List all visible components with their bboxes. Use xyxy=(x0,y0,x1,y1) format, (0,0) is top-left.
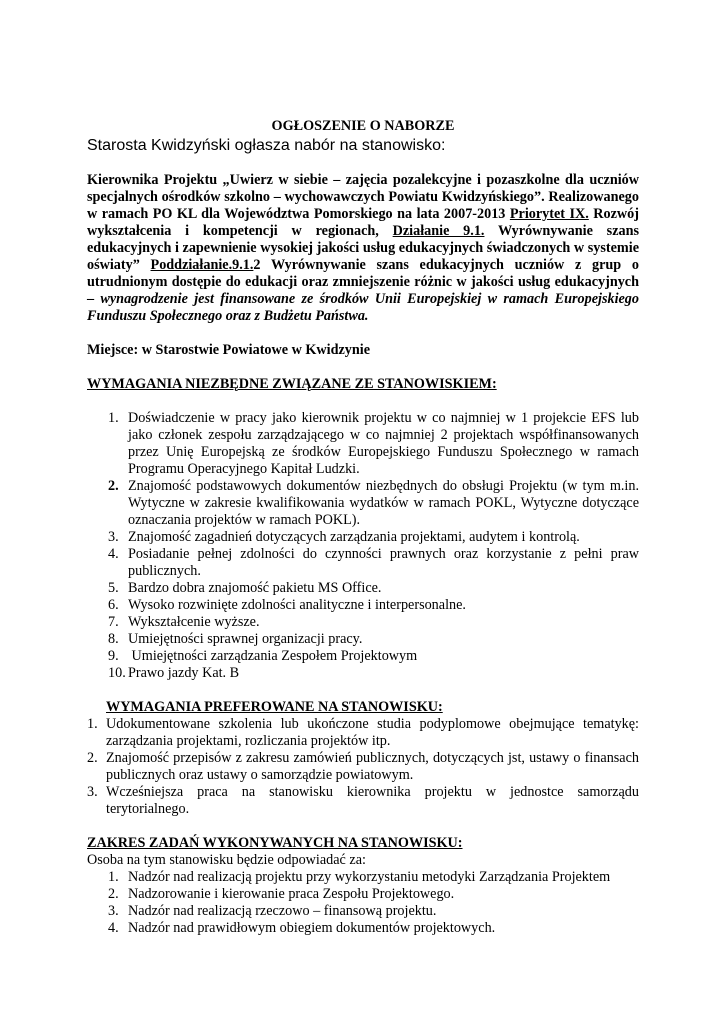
list-number: 2. xyxy=(108,886,119,902)
list-text: Udokumentowane szkolenia lub ukończone studia podyplomowe obejmujące tematykę: zarządzania projektami, rozliczania projektów itp. xyxy=(106,716,639,749)
intro-priority: Priorytet IX. xyxy=(509,206,589,222)
list-text: Doświadczenie w pracy jako kierownik projektu w co najmniej w 1 projekcie EFS lub jako członek zespołu zarządzającego w co najmniej 2 projektach współfinansowanych przez Unię Europejską ze środków Europejskiego Funduszu Społecznego w ramach Programu Operacyjnego Kapitał Ludzki. xyxy=(128,410,639,477)
list-number: 6. xyxy=(108,597,119,613)
list-item xyxy=(87,631,639,648)
intro-part2: Rozwój wykształcenia i kompetencji w regionach, xyxy=(87,206,639,239)
list-item xyxy=(87,903,639,920)
list-text: Nadzorowanie i kierowanie praca Zespołu Projektowego. xyxy=(128,886,455,902)
required-list xyxy=(87,410,639,682)
list-item xyxy=(87,716,639,750)
list-text: Nadzór nad prawidłowym obiegiem dokumentów projektowych. xyxy=(128,920,496,936)
list-text: Prawo jazdy Kat. B xyxy=(128,665,240,681)
list-number: 4. xyxy=(108,920,119,936)
intro-part1: Kierownika Projektu „Uwierz w siebie – zajęcia pozalekcyjne i pozaszkolne dla uczniów specjalnych ośrodków szkolno – wychowawczych Powiatu Kwidzyńskiego”. Realizowanego w ramach PO KL dla Województwa Pomorskiego na lata 2007-2013 xyxy=(87,172,639,222)
tasks-list xyxy=(87,869,639,937)
list-number: 5. xyxy=(108,580,119,596)
list-number: 8. xyxy=(108,631,119,647)
document-title: OGŁOSZENIE O NABORZE xyxy=(271,118,455,134)
list-item xyxy=(87,597,639,614)
list-number: 9. xyxy=(108,648,119,664)
intro-funding: wynagrodzenie jest finansowane ze środków Unii Europejskiej w ramach Europejskiego Funduszu Społecznego oraz z Budżetu Państwa. xyxy=(87,291,639,324)
list-text: Znajomość przepisów z zakresu zamówień publicznych, dotyczących jst, ustawy o finansach publicznych oraz ustawy o samorządzie powiatowym. xyxy=(106,750,639,783)
list-text: Wysoko rozwinięte zdolności analityczne i interpersonalne. xyxy=(128,597,466,613)
list-number: 1. xyxy=(108,869,119,885)
list-text: Nadzór nad realizacją rzeczowo – finansową projektu. xyxy=(128,903,437,919)
list-text: Znajomość zagadnień dotyczących zarządzania projektami, audytem i kontrolą. xyxy=(128,529,580,545)
list-item xyxy=(87,478,639,529)
list-number: 2. xyxy=(87,750,98,766)
list-text: Wcześniejsza praca na stanowisku kierownika projektu w jednostce samorządu terytorialnego. xyxy=(106,784,639,817)
list-text: Umiejętności sprawnej organizacji pracy. xyxy=(128,631,363,647)
list-number: 1. xyxy=(108,410,119,426)
list-number: 10. xyxy=(108,665,126,681)
list-number: 3. xyxy=(108,529,119,545)
required-heading: WYMAGANIA NIEZBĘDNE ZWIĄZANE ZE STANOWISKIEM: xyxy=(87,376,497,392)
list-text: Znajomość podstawowych dokumentów niezbędnych do obsługi Projektu (w tym m.in. Wytyczne w zakresie kwalifikowania wydatków w ramach POKL, Wytyczne dotyczące oznaczania projektów w ramach POKL). xyxy=(128,478,639,528)
intro-paragraph xyxy=(87,172,639,325)
list-item xyxy=(87,784,639,818)
intro-action: Działanie 9.1. xyxy=(392,223,485,239)
intro-subaction: Poddziałanie.9.1. xyxy=(150,257,254,273)
list-item xyxy=(87,869,639,886)
list-number: 1. xyxy=(87,716,98,732)
preferred-heading: WYMAGANIA PREFEROWANE NA STANOWISKU: xyxy=(106,699,443,715)
list-item xyxy=(87,546,639,580)
list-text: Posiadanie pełnej zdolności do czynności prawnych oraz korzystanie z pełni praw publicznych. xyxy=(128,546,639,579)
list-number: 7. xyxy=(108,614,119,630)
place-line: Miejsce: w Starostwie Powiatowe w Kwidzynie xyxy=(87,342,371,358)
list-item xyxy=(87,410,639,478)
list-text: Bardzo dobra znajomość pakietu MS Office. xyxy=(128,580,382,596)
subtitle-rest: ogłasza nabór na stanowisko: xyxy=(230,137,446,154)
intro-part4: 2 Wyrównywanie szans edukacyjnych uczniów z grup o utrudnionym dostępie do edukacji oraz zmniejszenie różnic w jakości usług edukacyjnych – xyxy=(87,257,639,307)
list-item xyxy=(87,665,639,682)
list-item xyxy=(87,920,639,937)
list-item xyxy=(87,750,639,784)
list-item xyxy=(87,529,639,546)
list-number: 3. xyxy=(87,784,98,800)
subtitle xyxy=(87,136,639,156)
document-page xyxy=(87,118,639,937)
list-text: Nadzór nad realizacją projektu przy wykorzystaniu metodyki Zarządzania Projektem xyxy=(128,869,611,885)
tasks-lead: Osoba na tym stanowisku będzie odpowiadać za: xyxy=(87,852,366,868)
list-item xyxy=(87,614,639,631)
list-item xyxy=(87,648,639,665)
list-item xyxy=(87,580,639,597)
list-number: 3. xyxy=(108,903,119,919)
list-text: Wykształcenie wyższe. xyxy=(128,614,260,630)
preferred-list xyxy=(87,716,639,818)
tasks-heading: ZAKRES ZADAŃ WYKONYWANYCH NA STANOWISKU: xyxy=(87,835,463,851)
list-text: Umiejętności zarządzania Zespołem Projektowym xyxy=(128,648,418,664)
subtitle-org: Starosta Kwidzyński xyxy=(87,137,231,154)
intro-part3: Wyrównywanie szans edukacyjnych i zapewnienie wysokiej jakości usług edukacyjnych świadczonych w systemie oświaty” xyxy=(87,223,639,273)
list-number: 4. xyxy=(108,546,119,562)
list-item xyxy=(87,886,639,903)
list-number: 2. xyxy=(108,478,119,494)
